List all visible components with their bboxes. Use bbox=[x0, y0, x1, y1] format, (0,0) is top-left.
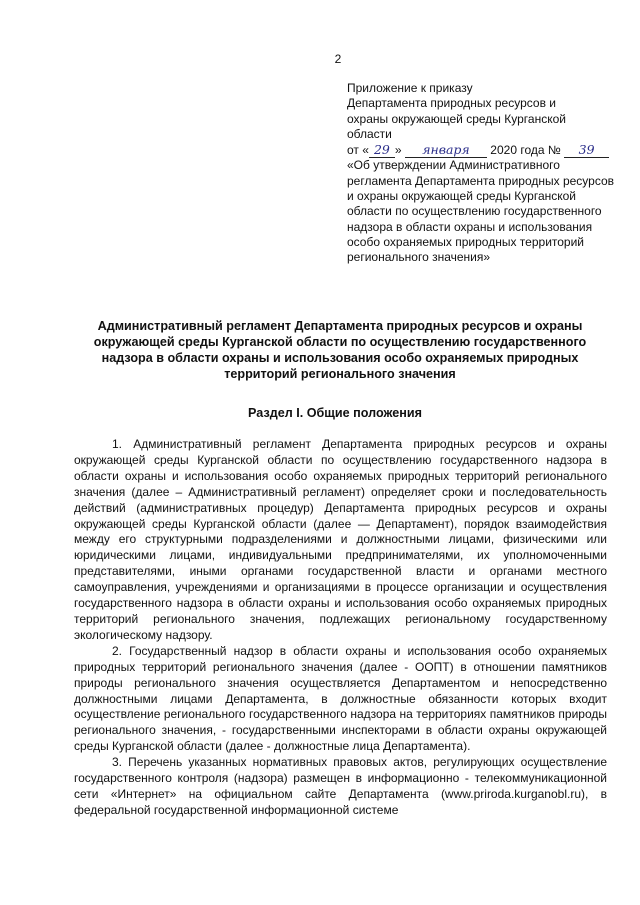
paragraph: 1. Административный регламент Департамента природных ресурсов и охраны окружающей среды Курганской области по осуществлению государственного надзора в области охраны и использования особо охраняемых природных территорий регионального значения (далее – Административный регламент) определяет сроки и последовательность действий (административных процедур) Департамента природных ресурсов и охраны окружающей среды Курганской области (далее — Департамент), порядок взаимодействия между его структурными подразделениями и должностными лицами, физическими или юридическими лицами, индивидуальными предпринимателями, их уполномоченными представителями, иными органами государственной власти и органами местного самоуправления, учреждениями и организациями в процессе организации и осуществления государственного надзора в области охраны и использования особо охраняемых природных территорий регионального значения, подлежащих региональному государственному экологическому надзору. bbox=[74, 437, 607, 642]
page-number: 2 bbox=[334, 52, 342, 66]
appendix-line: охраны окружающей среды Курганской bbox=[347, 111, 566, 126]
section-heading: Раздел I. Общие положения bbox=[248, 406, 422, 420]
appendix-subject: «Об утверждении Административного регламента Департамента природных ресурсов и охраны окружающей среды Курганской области по осуществлению государственного надзора в области охраны и использования особо охраняемых природных территорий регионального значения» bbox=[347, 158, 615, 265]
handwritten-month: января bbox=[405, 142, 487, 158]
date-year: 2020 года № bbox=[490, 143, 561, 158]
appendix-line: области bbox=[347, 126, 392, 141]
document-title: Административный регламент Департамента природных ресурсов и охраны окружающей среды Курганской области по осуществлению государственного надзора в области охраны и использования особо охраняемых природных территорий регионального значения bbox=[93, 319, 587, 381]
handwritten-day: 29 bbox=[369, 142, 395, 158]
paragraph: 2. Государственный надзор в области охраны и использования особо охраняемых природных территорий регионального значения (далее - ООПТ) в отношении памятников природы регионального значения осуществляется Департаментом и непосредственно должностными лицами Департамента, в должностные обязанности которых входит осуществление регионального государственного надзора на территориях памятников природы регионального значения, - государственными инспекторами в области охраны окружающей среды Курганской области (далее - должностные лица Департамента). bbox=[74, 643, 607, 754]
body-text bbox=[74, 437, 607, 819]
handwritten-order-number: 39 bbox=[564, 142, 609, 158]
appendix-date-line bbox=[347, 142, 617, 158]
paragraph: 3. Перечень указанных нормативных правовых актов, регулирующих осуществление государственного контроля (надзора) размещен в информационно - телекоммуникационной сети «Интернет» на официальном сайте Департамента (www.priroda.kurganobl.ru), в федеральной государственной информационной системе bbox=[74, 755, 607, 817]
date-mid: » bbox=[394, 143, 402, 158]
appendix-block bbox=[347, 81, 617, 266]
date-prefix: от « bbox=[347, 143, 369, 158]
appendix-line: Приложение к приказу bbox=[347, 81, 473, 95]
appendix-line: Департамента природных ресурсов и bbox=[347, 96, 556, 111]
